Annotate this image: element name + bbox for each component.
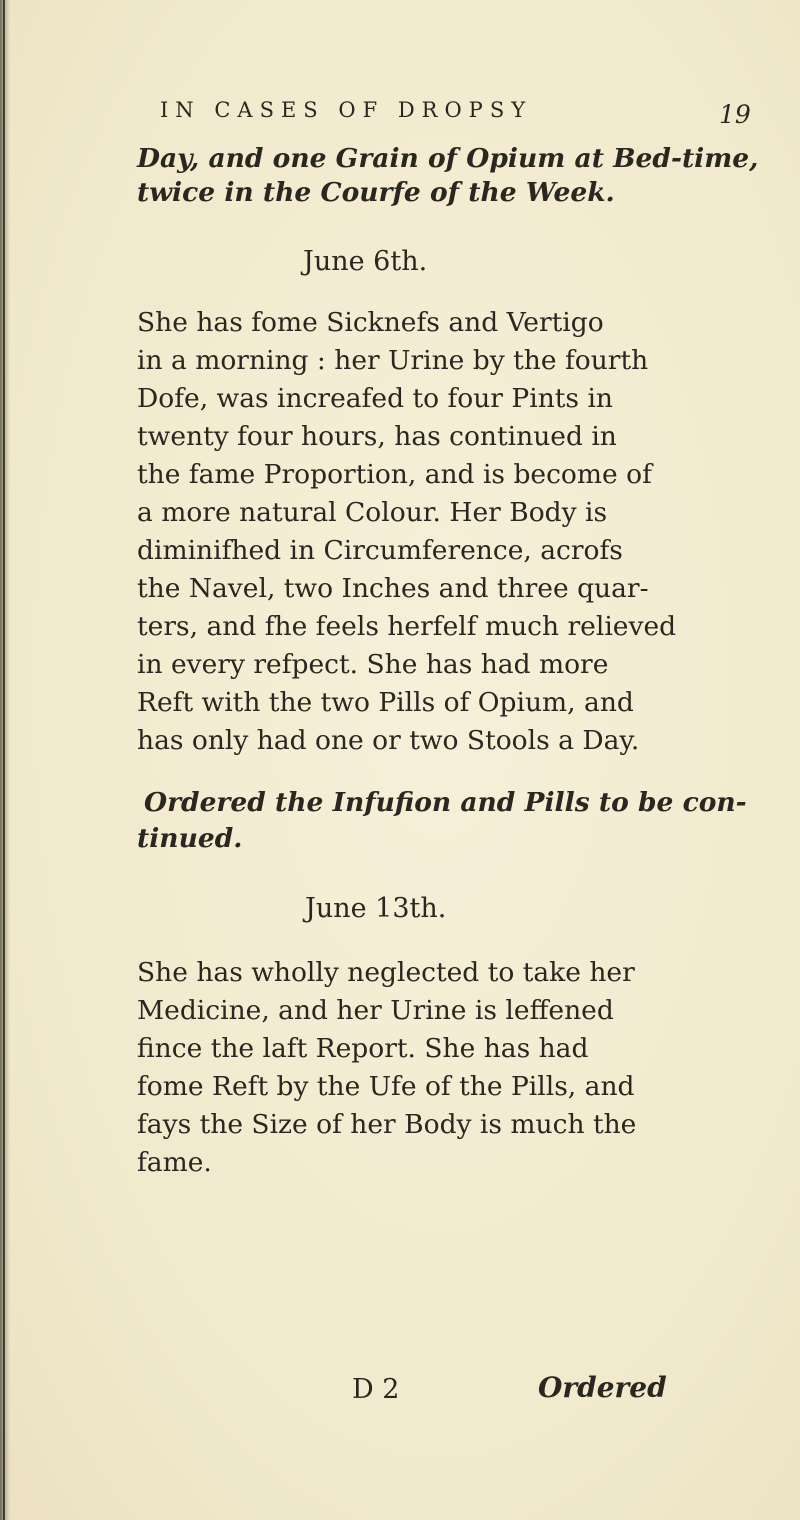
paragraph-line: the fame Proportion, and is become of (137, 459, 652, 490)
page-number: 19 (719, 100, 751, 129)
page-gutter-shadow (0, 0, 10, 1520)
page-edge-line (3, 0, 5, 1520)
paragraph-line: the Navel, two Inches and three quar- (137, 573, 649, 604)
intro-line: Day, and one Grain of Opium at Bed-time, (137, 143, 759, 174)
entry-date: June 6th. (303, 246, 428, 277)
paragraph-line: in a morning : her Urine by the fourth (137, 345, 649, 376)
paragraph-line: fome Reft by the Ufe of the Pills, and (137, 1071, 635, 1102)
catchword: Ordered (538, 1371, 667, 1404)
order-line: Ordered the Infufion and Pills to be con- (144, 787, 747, 818)
order-line: tinued. (137, 823, 243, 854)
paragraph-line: Dofe, was increafed to four Pints in (137, 383, 613, 414)
paragraph-line: diminifhed in Circumference, acrofs (137, 535, 623, 566)
entry-date: June 13th. (305, 893, 447, 924)
paragraph-line: fame. (137, 1147, 212, 1178)
paragraph-line: fays the Size of her Body is much the (137, 1109, 637, 1140)
paragraph-line: a more natural Colour. Her Body is (137, 497, 608, 528)
paragraph-line: Medicine, and her Urine is leffened (137, 995, 614, 1026)
paragraph-line: She has fome Sicknefs and Vertigo (137, 307, 604, 338)
running-head: IN CASES OF DROPSY (160, 98, 533, 122)
paragraph-line: Reft with the two Pills of Opium, and (137, 687, 634, 718)
paragraph-line: She has wholly neglected to take her (137, 957, 635, 988)
paragraph-line: fince the laft Report. She has had (137, 1033, 589, 1064)
paragraph-line: ters, and fhe feels herfelf much relieved (137, 611, 677, 642)
paragraph-line: in every refpect. She has had more (137, 649, 609, 680)
intro-line: twice in the Courfe of the Week. (137, 177, 615, 208)
paragraph-line: twenty four hours, has continued in (137, 421, 617, 452)
signature-mark: D 2 (352, 1374, 400, 1405)
paragraph-line: has only had one or two Stools a Day. (137, 725, 640, 756)
